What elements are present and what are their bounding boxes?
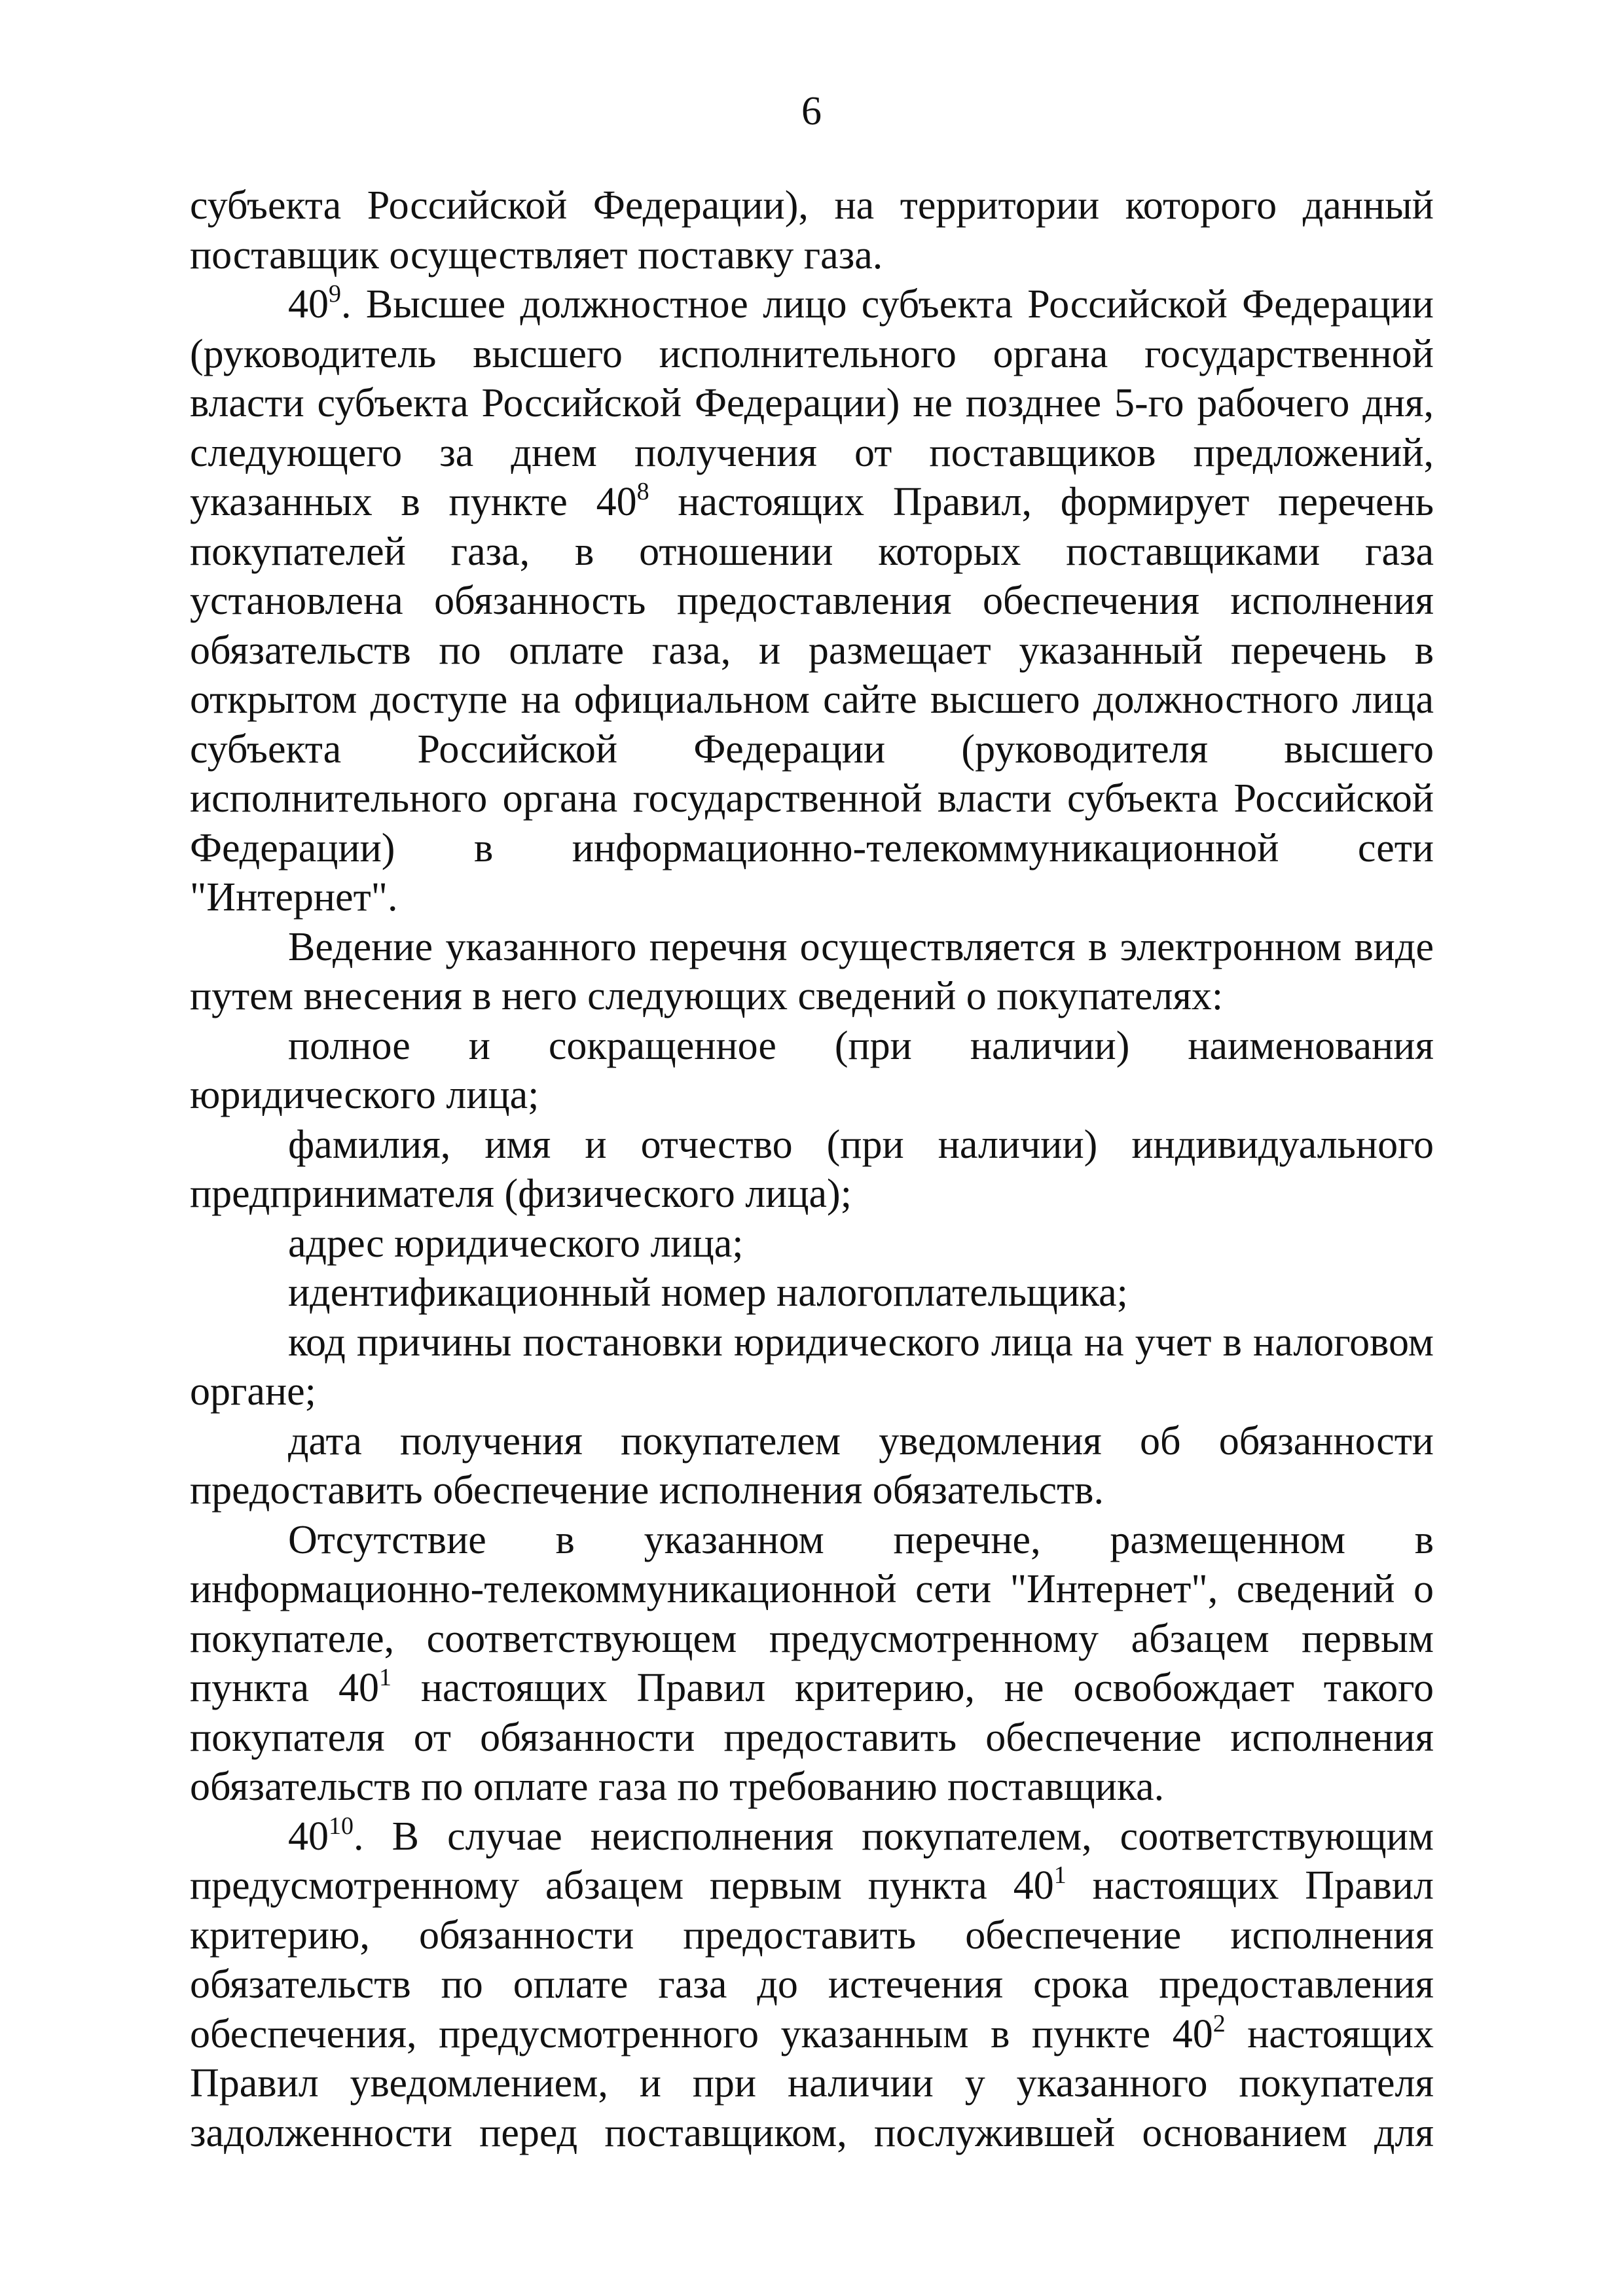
- reference-number-base: 40: [1013, 1863, 1054, 1908]
- list-item-person-name: фамилия, имя и отчество (при наличии) индивидуального предпринимателя (физического лица);: [190, 1122, 1434, 1216]
- item-number-superscript: 9: [329, 280, 341, 308]
- paragraph-item-40-10: [190, 1812, 1434, 2159]
- paragraph-text: Отсутствие в указанном перечне, размещенном в информационно-телекоммуникационной сети "Интернет", сведений о покупателе, соответствующем предусмотренному абзацем первым пункта: [190, 1517, 1434, 1710]
- page-number: 6: [801, 89, 822, 134]
- paragraph-item-40-9: [190, 280, 1434, 923]
- reference-number-base: 40: [338, 1666, 379, 1710]
- paragraph-text: . Высшее должностное лицо субъекта Российской Федерации (руководитель высшего исполнительного органа государственной власти субъекта Российской Федерации) не позднее 5-го рабочего дня, следующего за днем получения от поставщиков предложений, указанных в пункте: [190, 282, 1434, 524]
- reference-number-superscript: 2: [1213, 2009, 1226, 2037]
- item-number-base: 40: [288, 1814, 329, 1859]
- list-item-registration-code: код причины постановки юридического лица на учет в налоговом органе;: [190, 1319, 1434, 1414]
- document-body: [190, 181, 1434, 2158]
- paragraph-text: настоящих Правил критерию, не освобождает такого покупателя от обязанности предоставить обеспечение исполнения обязательств по оплате газа по требованию поставщика.: [190, 1666, 1434, 1809]
- paragraph-absence-clause: [190, 1516, 1434, 1812]
- item-number-base: 40: [288, 282, 329, 327]
- reference-number-superscript: 1: [1053, 1861, 1067, 1889]
- list-item-address: адрес юридического лица;: [288, 1221, 744, 1266]
- paragraph-text: настоящих Правил критерию, обязанности предоставить обеспечение исполнения обязательств по оплате газа до истечения срока предоставления обеспечения, предусмотренного указанным в пункте: [190, 1863, 1434, 2056]
- list-item-entity-name: полное и сокращенное (при наличии) наименования юридического лица;: [190, 1023, 1434, 1117]
- reference-number-base: 40: [1172, 2011, 1213, 2056]
- paragraph-text: настоящих Правил уведомлением, и при наличии у указанного покупателя задолженности перед поставщиком, послужившей основанием для: [190, 2011, 1434, 2155]
- paragraph-text: . В случае неисполнения покупателем, соответствующим предусмотренному абзацем первым пункта: [190, 1814, 1434, 1908]
- paragraph-continuation: субъекта Российской Федерации), на территории которого данный поставщик осуществляет поставку газа.: [190, 183, 1434, 278]
- item-number-superscript: 10: [329, 1812, 354, 1840]
- list-item-tax-id: идентификационный номер налогоплательщика;: [288, 1270, 1128, 1315]
- reference-number-superscript: 1: [378, 1664, 392, 1691]
- list-item-notification-date: дата получения покупателем уведомления об обязанности предоставить обеспечение исполнения обязательств.: [190, 1418, 1434, 1513]
- reference-number-superscript: 8: [636, 478, 649, 505]
- paragraph-text: настоящих Правил, формирует перечень покупателей газа, в отношении которых поставщиками газа установлена обязанность предоставления обеспечения исполнения обязательств по оплате газа, и размещает указанный перечень в открытом доступе на официальном сайте высшего должностного лица субъекта Российской Федерации (руководителя высшего исполнительного органа государственной власти субъекта Российской Федерации) в информационно-телекоммуникационной сети "Интернет".: [190, 480, 1434, 920]
- reference-number-base: 40: [596, 480, 637, 524]
- paragraph-list-intro: Ведение указанного перечня осуществляется в электронном виде путем внесения в него следующих сведений о покупателях:: [190, 924, 1434, 1018]
